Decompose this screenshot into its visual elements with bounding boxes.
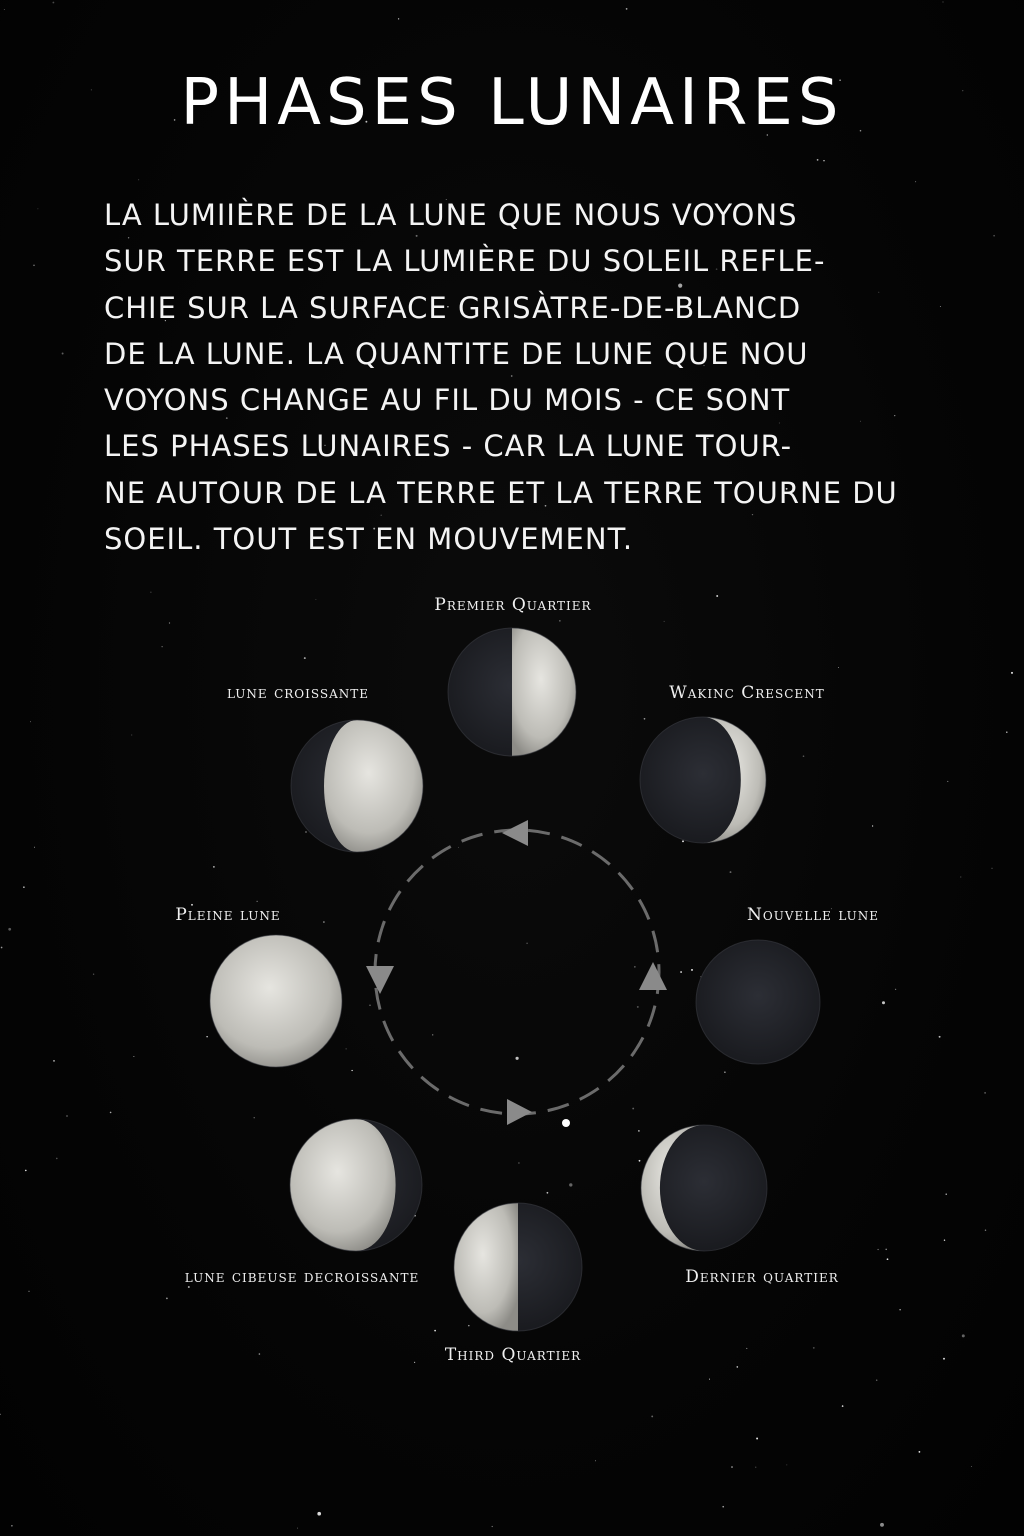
label-gibbeuse-decroissante: lune cibeuse decroissante bbox=[184, 1267, 420, 1287]
cycle-orbit-dashed-circle bbox=[375, 830, 659, 1114]
moon-phases bbox=[210, 628, 820, 1331]
label-third-quartier: Third Quartier bbox=[444, 1345, 582, 1365]
moon-waxing-crescent-icon bbox=[640, 717, 766, 843]
arrow-bottom-icon bbox=[507, 1099, 532, 1125]
intro-line: SOEIL. TOUT EST EN MOUVEMENT. bbox=[104, 522, 634, 557]
page-title: PHASES LUNAIRES bbox=[180, 66, 844, 140]
moon-pleine-lune-icon bbox=[210, 935, 342, 1067]
intro-line: SUR TERRE EST LA LUMIÈRE DU SOLEIL REFLE- bbox=[104, 244, 826, 279]
moon-third-quartier-icon bbox=[454, 1203, 582, 1331]
intro-line: LA LUMIIÈRE DE LA LUNE QUE NOUS VOYONS bbox=[104, 198, 798, 232]
label-dernier-quartier: Dernier quartier bbox=[685, 1267, 839, 1287]
arrow-right-icon bbox=[639, 962, 667, 990]
moon-lit-portion bbox=[454, 1203, 518, 1331]
intro-line: LES PHASES LUNAIRES - CAR LA LUNE TOUR- bbox=[104, 429, 793, 464]
label-nouvelle-lune: Nouvelle lune bbox=[746, 905, 880, 925]
arrow-left-icon bbox=[366, 966, 394, 994]
intro-line: CHIE SUR LA SURFACE GRISÀTRE-DE-BLANCD bbox=[104, 290, 802, 325]
cycle-arrows bbox=[366, 820, 667, 1125]
label-premier-quartier: Premier Quartier bbox=[434, 595, 592, 615]
moon-dark-disc bbox=[696, 940, 820, 1064]
intro-line: VOYONS CHANGE AU FIL DU MOIS - CE SONT bbox=[104, 383, 791, 418]
moon-lit-portion bbox=[512, 628, 576, 756]
moon-premier-quartier-icon bbox=[448, 628, 576, 756]
label-pleine-lune: Pleine lune bbox=[175, 905, 281, 925]
moon-nouvelle-lune-icon bbox=[696, 940, 820, 1064]
moon-lit-portion bbox=[324, 720, 423, 852]
moon-croissante-icon bbox=[291, 720, 423, 852]
moon-dernier-quartier-icon bbox=[641, 1125, 767, 1251]
moon-lit-portion bbox=[210, 935, 342, 1067]
label-croissante: lune croissante bbox=[226, 683, 370, 703]
intro-line: NE AUTOUR DE LA TERRE ET LA TERRE TOURNE DU bbox=[104, 475, 898, 510]
arrow-top-icon bbox=[502, 820, 528, 846]
moon-lit-portion bbox=[290, 1119, 396, 1251]
intro-line: DE LA LUNE. LA QUANTITE DE LUNE QUE NOU bbox=[104, 336, 809, 371]
moon-gibbeuse-decroissante-icon bbox=[290, 1119, 422, 1251]
label-waxing-crescent: Wakinc Crescent bbox=[669, 683, 825, 703]
